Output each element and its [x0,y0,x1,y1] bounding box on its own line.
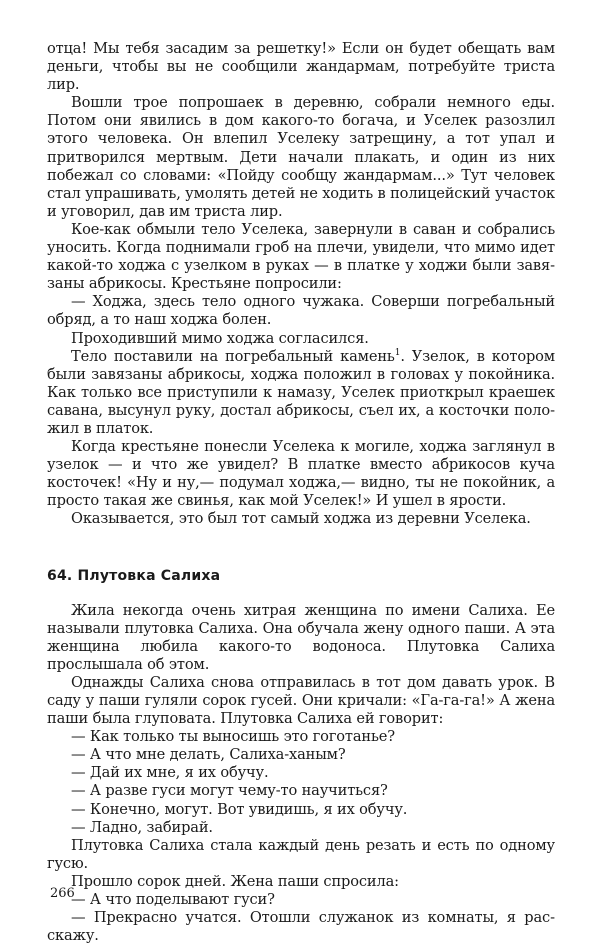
paragraph: Кое-как обмыли тело Уселека, завернули в саван и собрались уносить. Когда поднимали гроб на плечи, увидели, что мимо идет какой-то ходжа с узелком в руках — в платке у ходжи были завязаны абрикосы. Крестьяне попросили: [47,220,555,293]
paragraph: Когда крестьяне понесли Уселека к могиле, ходжа заглянул в узелок — и что же увидел? В платке вместо абрикосов куча косточек! «Ну и ну,— подумал ходжа,— видно, ты не покойник, а просто такая же свинья, как мой Уселек!» И ушел в ярости. [47,438,555,510]
section-heading-wrap [47,567,555,585]
paragraph: Плутовка Салиха стала каждый день резать и есть по одному гусю. [47,836,555,872]
paragraph-with-footnote [47,348,555,438]
paragraph: отца! Мы тебя засадим за решетку!» Если он будет обещать вам деньги, чтобы вы не сообщили жандармам, потребуйте триста лир. [47,40,555,94]
section-heading: 64. Плутовка Салиха [47,567,221,584]
paragraph: Вошли трое попрошаек в деревню, собрали немного еды. Потом они явились в дом какого-то богача, и Уселек разозлил этого человека. Он влепил Уселеку затрещину, а тот упал и притворился мертвым. Дети начали плакать, и один из них побежал со словами: «Пойду сообщу жандармам...» Тут человек стал упрашивать, умолять детей не ходить в полицейский участок и уговорил, дав им триста лир. [47,94,555,220]
dialogue-line: — Ходжа, здесь тело одного чужака. Соверши погребальный обряд, а то наш ходжа болен. [47,293,555,329]
paragraph: Оказывается, это был тот самый ходжа из деревни Уселека. [71,510,531,528]
dialogue-line: — Конечно, могут. Вот увидишь, я их обучу. [71,800,408,818]
story-ending [47,40,555,529]
dialogue-line: — А что мне делать, Салиха-ханым? [71,746,346,764]
dialogue-line: — Прекрасно учатся. Отошли служанок из комнаты, я расскажу. [47,909,555,945]
paragraph: Прошло сорок дней. Жена паши спросила: [71,872,399,890]
section-body [47,602,555,945]
dialogue-line: — Дай их мне, я их обучу. [71,764,269,782]
page-number: 266 [50,886,75,901]
paragraph-text-before-ref: Тело поставили на погребальный камень [71,347,395,365]
dialogue-line: — Ладно, забирай. [71,818,213,836]
paragraph: Проходивший мимо ходжа согласился. [71,329,369,347]
footnote-reference: 1 [394,347,401,358]
paragraph: Жила некогда очень хитрая женщина по имени Салиха. Ее называли плутовка Салиха. Она обучала жену одного паши. А эта женщина любила какого-то водоноса. Плутовка Салиха прослышала об этом. [47,601,555,673]
dialogue-line: — Как только ты выносишь это гоготанье? [71,728,395,746]
paragraph: Однажды Салиха снова отправилась в тот дом давать урок. В саду у паши гуляли сорок гусей. Они кричали: «Га-га-га!» А жена паши была глуповата. Плутовка Салиха ей говорит: [47,673,555,728]
dialogue-line: — А разве гуси могут чему-то научиться? [71,782,388,800]
paragraph-text-after-ref: . Узелок, в котором были завязаны абрикосы, ходжа положил в головах у покойника. Как только все приступили к намазу, Уселек приоткрыл краешек савана, высунул руку, достал абрикосы, съел их, а косточки положил в платок. [47,347,555,437]
dialogue-line: — А что поделывают гуси? [71,891,275,909]
book-page [47,40,555,945]
